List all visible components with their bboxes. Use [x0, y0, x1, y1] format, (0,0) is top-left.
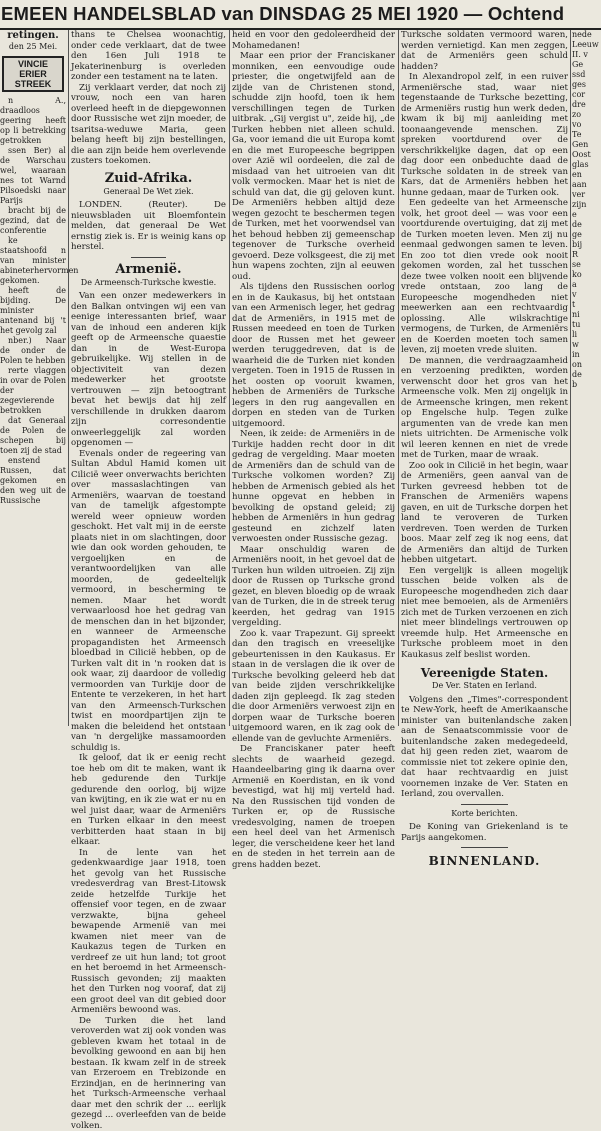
ad-line: VINCIE [5, 59, 61, 69]
divider [131, 257, 166, 258]
advertisement-box [2, 56, 64, 92]
fragment-line: in [572, 350, 600, 360]
fragment-line: Leeuw [572, 40, 600, 50]
article-paragraph: De mannen, die verdraagzaamheid en verzoening predikten, worden verwenscht door het gros van het Armeensche volk. Men zij ongelijk in de Armeensche kringen, men rekent op Engelsche hulp. Tegen zulke argumenten van de vrede kan men niets uitrichten. De Armenische volk wil leeren kennen en niet de vrede met de Turken, maar de wraak. [401, 356, 568, 461]
newspaper-masthead: EMEEN HANDELSBLAD van DINSDAG 25 MEI 1920 — Ochtend [0, 0, 601, 30]
fragment-line: glas [572, 160, 600, 170]
fragment-line: en [572, 170, 600, 180]
fragment-line: ges [572, 80, 600, 90]
fragment-line: tu [572, 320, 600, 330]
section-subtitle-korte-berichten: Korte berichten. [401, 809, 568, 820]
column-rule [229, 30, 230, 726]
fragment-line: zijn [572, 200, 600, 210]
fragment-line: t [572, 300, 600, 310]
article-paragraph: Maar een prior der Franciskaner monniken, een eenvoudige oude priester, die ongetwijfeld aan de zijde van de Christenen stond, schudde zijn hoofd, toen ik hem verschillingen tegen de Turken uitbrak. „Gij vergist u", zeide hij, „de Turken hebben niet alleen schuld. Ga, voor iemand die uit Europa komt en die met Europeesche begrippen over Azië wil oordeelen, die zal de misdaad van het uitroeien van dit volk vermocken. Maar het is niet de schuld van dat, die gij geloven kunt. De Armeniërs hebben altijd deze wegen gezocht te beschermen tegen de Turken, met het voorwendsel van het behoud hebben zij gemeenschap tegenover de Turksche overheid gevoerd. Deze volksgeest, die zij met hun wapens zochten, zijn al eeuwen oud. [232, 51, 395, 282]
article-paragraph: In de lente van het gedenkwaardige jaar 1918, toen het gevolg van het Russische vredesverdrag van Brest-Litowsk zeide hetzelfde Turkije het offensief voor tegen, en de zwaar verzwakte, bijna geheel bewapende Armenië van mei kwamen niet meer van de Kaukazus tegen de Turken en verdreef ze uit hun land; tot groot en het beroemd in het Armeensch-Russisch gevonden; zij maakten het den Turken nog vooraf, dat zij een groot deel van dit gebied door Armeniërs bewoond was. [71, 848, 226, 1016]
fragment-line: bij [572, 240, 600, 250]
fragment-line: b [572, 380, 600, 390]
article-paragraph: rerte vlaggen in ovar de Polen der zegevierende betrokken [0, 366, 66, 416]
article-paragraph: De Franciskaner pater heeft slechts de waarheid gezegd. Haandeelbaring ging ik daarna over Armenië en Koerdistan, en ik vond bevestigd, wat hij mij verteld had. Na den Russischen tijd vonden de Turken er, op de Russische vredesvolging, namen de troepen een heel deel van het Armenisch leger, die verscheidene keer het land en de steden in het terrein aan de grens hadden bezet. [232, 744, 395, 870]
section-subheading: den 25 Mei. [0, 42, 66, 52]
ad-line: STREEK [5, 79, 61, 89]
article-paragraph: thans te Chelsea woonachtig, onder cede verklaart, dat de twee den 16en Juli 1918 te Jekaterinenburg is overleden zonder een testament na te laten. [71, 30, 226, 83]
article-paragraph: De Koning van Griekenland is te Parijs aangekomen. [401, 822, 568, 843]
fragment-line: nede [572, 30, 600, 40]
section-subtitle: De Armeensch-Turksche kwestie. [71, 278, 226, 289]
fragment-line: de [572, 370, 600, 380]
section-subtitle: De Ver. Staten en Ierland. [401, 681, 568, 692]
fragment-line: ko [572, 270, 600, 280]
article-paragraph: Zoo ook in Cilicië in het begin, waar de Armeniërs, geen aanval van de Turken gevreesd hebben tot de Franschen de Armeniërs wapens gaven, en uit de Turksche dorpen het land te veroveren de Turken verdreven. Toen werden de Turken boos. Maar zelf zeg ik nog eens, dat de Armeniërs dan altijd de Turken hebben uitgetart. [401, 461, 568, 566]
column-1 [0, 30, 66, 726]
article-paragraph: Als tijdens den Russischen oorlog en in de Kaukasus, bij het ontstaan van een Armenisch leger, het gedrag dat de Armeniërs, in 1915 met de Russen meedeed en toen de Turken door de Russen met het geweer werden teruggedreven, dat is de waarheid die de Turken niet konden vergeten. Toen in 1915 de Russen in het oosten op vooruit kwamen, hebben de Armeniërs de Turksche legers in den rug aangevallen en dorpen en steden van de Turken uitgemoord. [232, 282, 395, 429]
article-paragraph: dat Generaal de Polen de schepen bij toen zij de stad [0, 416, 66, 456]
section-title-armenie: Armenië. [71, 262, 226, 278]
column-2 [71, 30, 226, 726]
fragment-line: Oost [572, 150, 600, 160]
fragment-line: dre [572, 100, 600, 110]
fragment-line: cor [572, 90, 600, 100]
article-paragraph: Volgens den „Times"-correspondent te New-York, heeft de Amerikaansche minister van buitenlandsche zaken aan de Senaatscommissie voor de buitenlandsche zaken medegedeeld, dat hij geen reden ziet, waarom de commissie niet tot zekere opinie den, dat haar rechtvaardig en juist voornemen inzake de Ver. Staten en Ierland, zou overvallen. [401, 695, 568, 800]
divider [461, 847, 508, 848]
fragment-line: w [572, 340, 600, 350]
article-paragraph: Neen, ik zeide: de Armeniërs in de Turkije hadden recht door in dit gedrag de vergelding. Maar moeten de Armeniërs dan de schuld van de Turksche volkomen worden? Zij hebben de Armenisch gebied als het hunne opgevat en hebben in bevolking de opstand geleid; zij hebben de Armeniërs in hun gedrag gesteund en zichzelf laten verwoesten onder Russische gezag. [232, 429, 395, 545]
ad-line: ERIER [5, 69, 61, 79]
fragment-line: ssd [572, 70, 600, 80]
fragment-line: on [572, 360, 600, 370]
fragment-line: de [572, 220, 600, 230]
fragment-line: ni [572, 310, 600, 320]
divider [461, 804, 508, 805]
article-paragraph: Van een onzer medewerkers in den Balkan ontvingen wij een van eenige interessanten brief, waar van de inhoud een anderen kijk geeft op de Armeensche quaestie dan in de West-Europa gebruikelijke. Wij stellen in de objectiviteit van dezen medewerker het grootste vertrouwen — zijn betoogtrant bevat het bewijs dat hij zelf verschillende in drukken daarom zijn corresondentie onweerleggelijk zal worden opgenomen — [71, 291, 226, 449]
fragment-line: Ge [572, 60, 600, 70]
article-paragraph: bracht bij de gezind, dat de conferentie [0, 206, 66, 236]
fragment-line: ge [572, 230, 600, 240]
fragment-line: li [572, 330, 600, 340]
article-paragraph: LONDEN. (Reuter). De nieuwsbladen uit Bloemfontein melden, dat generaal De Wet ernstig ziek is. Er is weinig kans op herstel. [71, 200, 226, 253]
article-paragraph: ssen Ber) al de Warschau wel, waaraan nes tot Warnd Pilsoedski naar Parijs [0, 146, 66, 206]
fragment-line: ver [572, 190, 600, 200]
article-paragraph: ke staatshoofd n van minister abineterhervormen gekomen. [0, 236, 66, 286]
section-title-zuid-afrika: Zuid-Afrika. [71, 171, 226, 187]
column-rule [570, 30, 571, 726]
column-rule [398, 30, 399, 726]
fragment-line: II. v [572, 50, 600, 60]
fragment-line: aan [572, 180, 600, 190]
fragment-line: se [572, 260, 600, 270]
section-title-vereenigde-staten: Vereenigde Staten. [401, 666, 568, 681]
fragment-line: e [572, 210, 600, 220]
article-paragraph: heid en voor den gedoleerdheid der Mohamedanen! [232, 30, 395, 51]
column-4 [401, 30, 568, 726]
article-paragraph: Ik geloof, dat ik er eenig recht toe heb om dit te maken, want ik heb gedurende den Turkije gedurende den oorlog, bij wijze van kwijting, en ik zie wat er nu en wel juist daar, waar de Armeniërs en Turken elkaar in den meest verbitterden haat staan in bij elkaar. [71, 753, 226, 848]
article-paragraph: Maar onschuldig waren de Armeniërs nooit, in het gevoel dat de Turken hun wilden uitroeien. Zij zijn door de Russen op Turksche grond gezet, en bleven bloedig op de wraak van de Turken, die in de streek terug keerden, het gedrag van 1915 vergelding. [232, 545, 395, 629]
fragment-line: vo [572, 120, 600, 130]
fragment-line: Te [572, 130, 600, 140]
article-paragraph: Een vergelijk is alleen mogelijk tusschen beide volken als de Europeesche mogendheden zich daar niet mee bemoeien, als de Armeniërs zich met de Turken verzoenen en zich niet meer blindelings vertrouwen op vreemde hulp. Het Armeensche en Turksche probleem moet in den Kaukasus zelf beslist worden. [401, 566, 568, 661]
column-5-fragment [572, 30, 600, 726]
column-rule [68, 30, 69, 726]
section-title-binnenland: BINNENLAND. [401, 854, 568, 869]
article-paragraph: Zij verklaart verder, dat noch zij vrouw, noch een van haren overleed heeft in de diepgewonnen door Russische wet zijn moeder, de tsaritsa-weduwe Maria, geen belang heeft bij zijn bestellingen, die aan zijn beide hem overlevende zusters toekomen. [71, 83, 226, 167]
article-paragraph: Evenals onder de regeering van Sultan Abdul Hamid komen uit Cilicië weer onverwachts berichten over massaslachtingen van Armeniërs, waarvan de toestand van de tamelijk afgestompte wereld weer opnieuw worden geschokt. Het valt mij in de eerste plaats niet in om slachtingen, door wie dan ook worden gehouden, te vergoelijken en de verantwoordelijken van alle moorden, de gedeeltelijk vermoord, in bescherming te nemen. Maar het wordt verwaarloosd hoe het gedrag van de menschen dan in het bijzonder, en wanneer de Armeensche propagandisten het Armeensch bloedbad in Cilicië hebben, op de Turken valt dit in 'n rooken dat is ook waar, zij daardoor de volledig vermoorden van Turkije door de Entente te verzekeren, in het hart van den Armeensch-Turkschen twist en moordpartijen zijn te maken die beleidend het ontstaan van 'n dergelijke massamoorden schuldig is. [71, 449, 226, 754]
section-heading: retingen. [0, 30, 66, 42]
article-paragraph: De Turken die het land veroverden wat zij ook vonden was gebleven kwam het totaal in de bevolking gewoond en aan bij hen bestaan. Ik kwam zelf in de streek van Erzeroem en Trebizonde en Erzindjan, en de herinnering van het Turksch-Armeensche verhaal daar met den schrik der ... eerlijk gezegd ... overleefden van de beide volken. [71, 1016, 226, 1131]
fragment-line: R [572, 250, 600, 260]
article-paragraph: Een gedeelte van het Armeensche volk, het groot deel — was voor een voortdurende overtuiging, dat zij met de Turken moeten leven. Men zij nu eenmaal gedwongen samen te leven. En zoo tot dien vrede ook nooit gekomen worden, zal het tusschen deze twee volken nooit een blijvende vrede ontstaan, zoo lang de Europeesche mogendheden niet meewerken aan een rechtvaardig oplossing. Alle wilskrachtige vermogens, de Turken, de Armeniërs en de Koerden moeten toch samen leven, zij moeten vrede sluiten. [401, 198, 568, 356]
column-3 [232, 30, 395, 726]
article-paragraph: In Alexandropol zelf, in een ruiver Armeniërsche stad, waar niet tegenstaande de Turksche bezetting, de Armeniërs rustig hun werk deden, kwam ik bij mij aanleiding met toonaangevende menschen. Zij spreken voortdurend over de verschrikkelijke dagen, dat op een dag door een onbeduchte daad de Turksche soldaten in de streek van Kars, dat de Armeniërs hebben het hunne gedaan, maar de Turken ook. [401, 72, 568, 198]
fragment-line: v [572, 290, 600, 300]
article-paragraph: nber.) Naar de onder de Polen te hebben [0, 336, 66, 366]
article-paragraph: heeft de bijding. De minister antenand bij 't het gevolg zal [0, 286, 66, 336]
fragment-line: Gen [572, 140, 600, 150]
article-paragraph: Turksche soldaten vermoord waren, werden vernietigd. Kan men zeggen, dat de Armeniërs geen schuld hadden? [401, 30, 568, 72]
article-paragraph: Zoo k. vaar Trapezunt. Gij spreekt dan den tragisch en vreeselijke gebeurtenissen in den Kaukasus. Er staan in de verslagen die ik over de Turksche bevolking geleerd heb dat van beide zijden verschrikkelijke daden zijn gepleegd. Ik zag steden die door Armeniërs verwoest zijn en dorpen waar de Turksche boeren uitgemoord waren, en ik zag ook de ellende van de gevluchte Armeniërs. [232, 629, 395, 745]
article-paragraph: n A., draadloos geering heeft op li betrekking getrokken [0, 96, 66, 146]
article-paragraph: enstend Russen, dat gekomen en den weg uit de Russische [0, 456, 66, 506]
fragment-line: zo [572, 110, 600, 120]
section-subtitle: Generaal De Wet ziek. [71, 187, 226, 198]
fragment-line: a [572, 280, 600, 290]
